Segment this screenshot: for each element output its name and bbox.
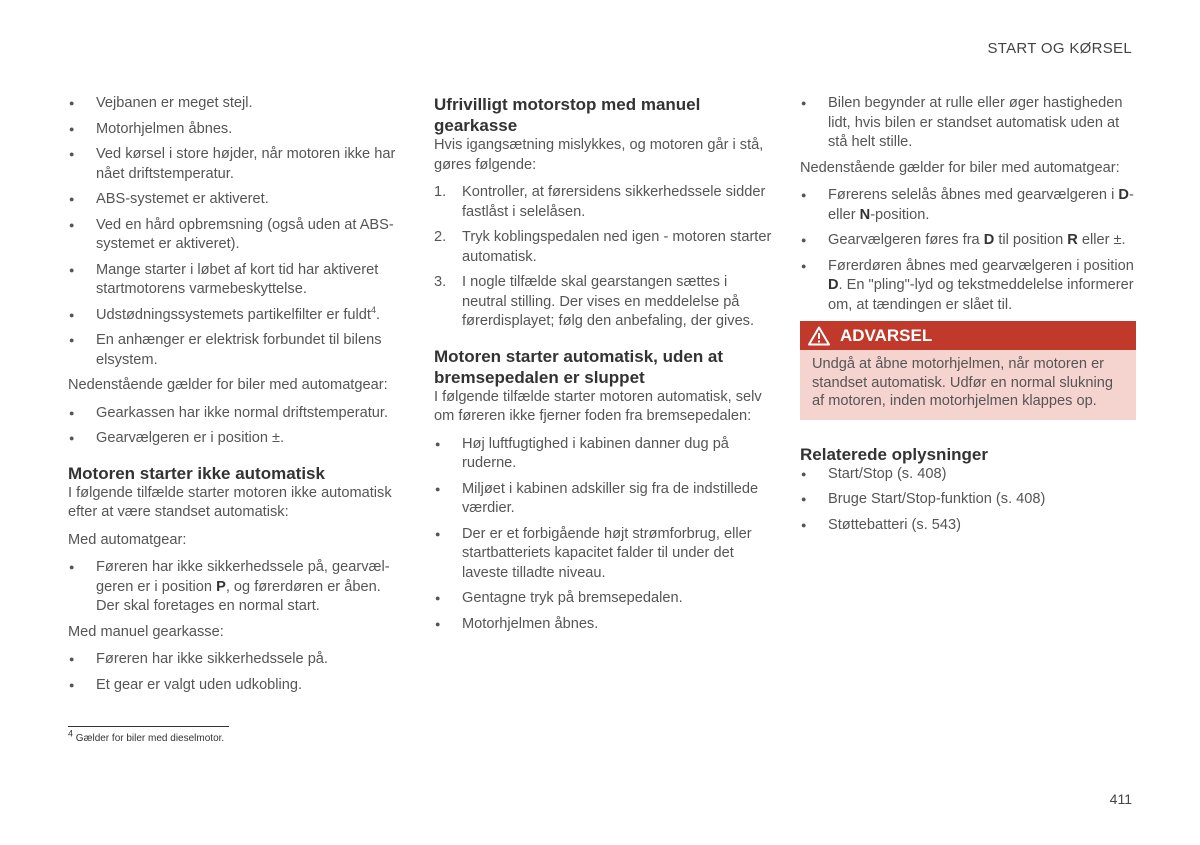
section-heading: Motoren starter ikke automatisk bbox=[68, 463, 325, 483]
paragraph: Hvis igangsætning mislykkes, og motoren går i stå, gøres følgende: bbox=[434, 137, 764, 173]
footnote-ref: 4 bbox=[370, 304, 376, 315]
text: -position. bbox=[870, 206, 930, 223]
text: . En "pling"-lyd og tekstmeddelelse informerer om, at tændingen er slået til. bbox=[828, 277, 1134, 313]
column-2 bbox=[434, 94, 774, 640]
text: Føreren har ikke sikkerhedssele på, gearvælgeren er i position bbox=[96, 559, 390, 595]
text: Førerdøren åbnes med gearvælgeren i position bbox=[828, 257, 1134, 274]
section-heading: Motoren starter automatisk, uden at bremsepedalen er sluppet bbox=[434, 346, 724, 387]
list-item: ● Gentagne tryk på bremsepedalen. bbox=[434, 589, 774, 609]
list-item: ● Gearkassen har ikke normal driftstemperatur. bbox=[68, 404, 408, 424]
related-link[interactable]: ● Bruge Start/Stop-funktion (s. 408) bbox=[800, 490, 1136, 510]
paragraph: Nedenstående gælder for biler med automatgear: bbox=[68, 377, 388, 393]
list-item: ● Høj luftfugtighed i kabinen danner dug på ruderne. bbox=[434, 435, 774, 474]
list-item: ● Motorhjelmen åbnes. bbox=[434, 615, 774, 635]
text: , og førerdøren er åben. Der skal foretages en normal start. bbox=[96, 578, 381, 614]
gear-position: D bbox=[828, 277, 839, 293]
text: - eller bbox=[828, 187, 1134, 223]
step-text: Tryk koblingspedalen ned igen - motoren starter automatisk. bbox=[462, 229, 772, 265]
step-item bbox=[434, 273, 774, 332]
warning-text: Undgå at åbne motorhjelmen, når motoren er standset automatisk. Udfør en normal slukning af motoren, inden motorhjelmen klappes op. bbox=[800, 350, 1136, 420]
list-item: ● Ved kørsel i store højder, når motoren ikke har nået driftstemperatur. bbox=[68, 145, 408, 184]
automatic-list bbox=[68, 404, 408, 449]
section-heading: Ufrivilligt motorstop med manuel gearkasse bbox=[434, 95, 701, 135]
conditions-list bbox=[434, 435, 774, 635]
text: Førerens selelås åbnes med gearvælgeren i bbox=[828, 187, 1119, 203]
related-heading: Relaterede oplysninger bbox=[800, 444, 989, 464]
text: Gearvælgeren føres fra bbox=[828, 232, 984, 248]
gear-position: D bbox=[1118, 187, 1129, 203]
list-item: ● ABS-systemet er aktiveret. bbox=[68, 190, 408, 210]
automatic-list bbox=[800, 186, 1136, 315]
paragraph: I følgende tilfælde starter motoren automatisk, selv om føreren ikke fjerner foden fra bremsepedalen: bbox=[434, 388, 762, 424]
gear-position: R bbox=[1067, 232, 1078, 248]
list-item bbox=[800, 257, 1136, 316]
column-1 bbox=[68, 94, 408, 701]
related-link[interactable]: ● Start/Stop (s. 408) bbox=[800, 465, 1136, 485]
section-no-auto-start bbox=[68, 463, 408, 696]
step-text: I nogle tilfælde skal gearstangen sættes i neutral stilling. Der vises en meddelelse på førerdisplayet; følg den anbefaling, der gives. bbox=[462, 274, 755, 329]
section-auto-start bbox=[434, 346, 774, 635]
list-item: ● En anhænger er elektrisk forbundet til bilens elsystem. bbox=[68, 331, 408, 370]
list-item: ● Der er et forbigående højt strømforbrug, eller startbatteriets kapacitet falder til under det laveste tilladte niveau. bbox=[434, 525, 774, 584]
list-item: ● Motorhjelmen åbnes. bbox=[68, 120, 408, 140]
gear-position: P bbox=[216, 578, 226, 595]
list-item: ● Bilen begynder at rulle eller øger hastigheden lidt, hvis bilen er standset automatisk uden at stå helt stille. bbox=[800, 94, 1136, 153]
section-header: START OG KØRSEL bbox=[987, 40, 1132, 57]
gear-position: N bbox=[859, 206, 871, 223]
list-item: ● Et gear er valgt uden udkobling. bbox=[68, 676, 408, 696]
automatic-conditions-list bbox=[68, 558, 408, 617]
page-number: 411 bbox=[1109, 791, 1132, 807]
related-list bbox=[800, 465, 1136, 536]
footnote bbox=[68, 728, 225, 744]
warning-box bbox=[800, 321, 1136, 420]
text: til position bbox=[994, 232, 1068, 248]
list-item: ● Føreren har ikke sikkerhedssele på. bbox=[68, 650, 408, 670]
paragraph: Nedenstående gælder for biler med automatgear: bbox=[800, 159, 1120, 176]
list-item-text: Udstødningssystemets partikelfilter er fuldt bbox=[96, 306, 371, 323]
manual-conditions-list bbox=[68, 650, 408, 695]
column-3 bbox=[800, 94, 1136, 541]
steps-list bbox=[434, 183, 774, 332]
list-item: ● Vejbanen er meget stejl. bbox=[68, 94, 408, 114]
list-item: ● Miljøet i kabinen adskiller sig fra de indstillede værdier. bbox=[434, 480, 774, 519]
list-item bbox=[68, 558, 408, 617]
warning-header bbox=[800, 321, 1136, 350]
paragraph: I følgende tilfælde starter motoren ikke automatisk efter at være standset automatisk: bbox=[68, 484, 392, 520]
gear-position: D bbox=[983, 232, 995, 248]
paragraph: Med automatgear: bbox=[68, 531, 187, 548]
step-number: 3. bbox=[434, 274, 447, 290]
step-number: 1. bbox=[434, 184, 447, 200]
list-item: ● Ved en hård opbremsning (også uden at ABS-systemet er aktiveret). bbox=[68, 216, 408, 255]
paragraph: Med manuel gearkasse: bbox=[68, 623, 224, 640]
footnote-text: Gælder for biler med dieselmotor. bbox=[75, 733, 225, 744]
step-item bbox=[434, 183, 774, 222]
footnote-divider bbox=[68, 726, 229, 727]
conditions-list bbox=[68, 94, 408, 370]
related-link[interactable]: ● Støttebatteri (s. 543) bbox=[800, 516, 1136, 536]
list-item bbox=[800, 186, 1136, 225]
step-item bbox=[434, 228, 774, 267]
step-text: Kontroller, at førersidens sikkerhedssele sidder fastlåst i selelåsen. bbox=[462, 184, 766, 220]
conditions-list bbox=[800, 94, 1136, 153]
list-item bbox=[800, 231, 1136, 251]
list-item: ● Mange starter i løbet af kort tid har aktiveret startmotorens varmebeskyttelse. bbox=[68, 261, 408, 300]
warning-triangle-icon bbox=[808, 326, 830, 346]
text: eller ±. bbox=[1077, 232, 1126, 248]
step-number: 2. bbox=[434, 229, 447, 245]
list-item: ● Gearvælgeren er i position ±. bbox=[68, 429, 408, 449]
warning-title: ADVARSEL bbox=[840, 325, 933, 345]
list-item: ● Udstødningssystemets partikelfilter er fuldt$^4$. bbox=[68, 306, 408, 326]
footnote-number: 4 bbox=[68, 728, 74, 739]
